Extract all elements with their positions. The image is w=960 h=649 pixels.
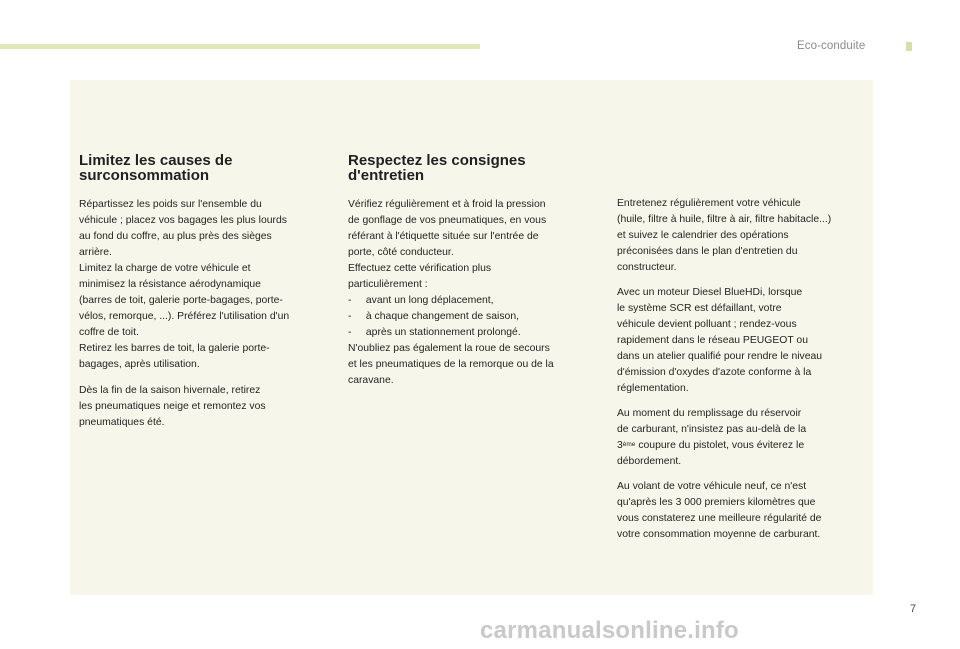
text-line: N'oubliez pas également la roue de secours [348,343,550,354]
paragraph-charge [79,197,329,373]
text-line: vélos, remorque, ...). Préférez l'utilisation d'un [79,311,290,322]
text-line: réglementation. [617,383,689,394]
remplissage-line-1: Au moment du remplissage du réservoir [617,408,802,419]
text-line: d'émission d'oxydes d'azote conforme à la [617,367,812,378]
text-line: préconisées dans le plan d'entretien du [617,246,798,257]
text-line: de gonflage de vos pneumatiques, en vous [348,215,547,226]
text-line: et les pneumatiques de la remorque ou de la [348,359,554,370]
paragraph-pression [348,197,598,389]
column-3 [617,196,872,543]
text-line: minimisez la résistance aérodynamique [79,279,261,290]
text-line: les pneumatiques neige et remontez vos [79,401,266,412]
text-line: Entretenez régulièrement votre véhicule [617,198,801,209]
text-line: qu'après les 3 000 premiers kilomètres que [617,497,816,508]
text-line: Avec un moteur Diesel BlueHDi, lorsque [617,287,803,298]
watermark: carmanualsonline.info [480,617,739,644]
header-accent-bar [0,44,480,49]
paragraph-rodage [617,479,872,543]
text-line: caravane. [348,375,394,386]
heading-surconsommation: Limitez les causes de surconsommation [79,152,233,184]
text-line: véhicule devient polluant ; rendez-vous [617,319,797,330]
text-line: référant à l'étiquette située sur l'entrée de [348,231,539,242]
text-line: Vérifiez régulièrement et à froid la pression [348,199,546,210]
text-line: Au volant de votre véhicule neuf, ce n'est [617,481,807,492]
text-line: vous constaterez une meilleure régularité de [617,513,822,524]
column-2 [348,153,598,389]
text-line: (huile, filtre à huile, filtre à air, filtre habitacle...) [617,214,832,225]
text-line: le système SCR est défaillant, votre [617,303,782,314]
text-line: Répartissez les poids sur l'ensemble du [79,199,262,210]
ordinal-suffix: ème [622,441,636,448]
text-line: - avant un long déplacement, [348,295,494,306]
heading-entretien: Respectez les consignes d'entretien [348,152,526,184]
column-1 [79,153,329,431]
paragraph-pneus-hiver [79,383,329,431]
paragraph-remplissage [617,406,872,470]
text-line: Retirez les barres de toit, la galerie porte- [79,343,270,354]
text-line: et suivez le calendrier des opérations [617,230,789,241]
text-line: pneumatiques été. [79,417,165,428]
text-line: (barres de toit, galerie porte-bagages, porte- [79,295,283,306]
section-marker [906,42,912,51]
paragraph-calendrier [617,196,872,276]
text-line: Effectuez cette vérification plus [348,263,492,274]
page-number: 7 [910,603,917,615]
text-line: arrière. [79,247,112,258]
text-line: véhicule ; placez vos bagages les plus lourds [79,215,287,226]
section-title: Eco-conduite [797,40,866,52]
text-line: dans un atelier qualifié pour rendre le niveau [617,351,823,362]
remplissage-line-2: de carburant, n'insistez pas au-delà de la [617,424,807,435]
remplissage-line-3: coupure du pistolet, vous éviterez le [635,440,805,451]
text-line: - à chaque changement de saison, [348,311,519,322]
text-line: bagages, après utilisation. [79,359,200,370]
text-line: rapidement dans le réseau PEUGEOT ou [617,335,808,346]
text-line: - après un stationnement prolongé. [348,327,521,338]
paragraph-bluehdi [617,285,872,397]
text-line: Dès la fin de la saison hivernale, retirez [79,385,261,396]
text-line: Limitez la charge de votre véhicule et [79,263,251,274]
text-line: votre consommation moyenne de carburant. [617,529,821,540]
remplissage-line-4: débordement. [617,456,682,467]
text-line: constructeur. [617,262,677,273]
text-line: porte, côté conducteur. [348,247,454,258]
ordinal-number: 3 [617,440,623,451]
text-line: particulièrement : [348,279,428,290]
text-line: au fond du coffre, au plus près des sièges [79,231,272,242]
text-line: coffre de toit. [79,327,139,338]
